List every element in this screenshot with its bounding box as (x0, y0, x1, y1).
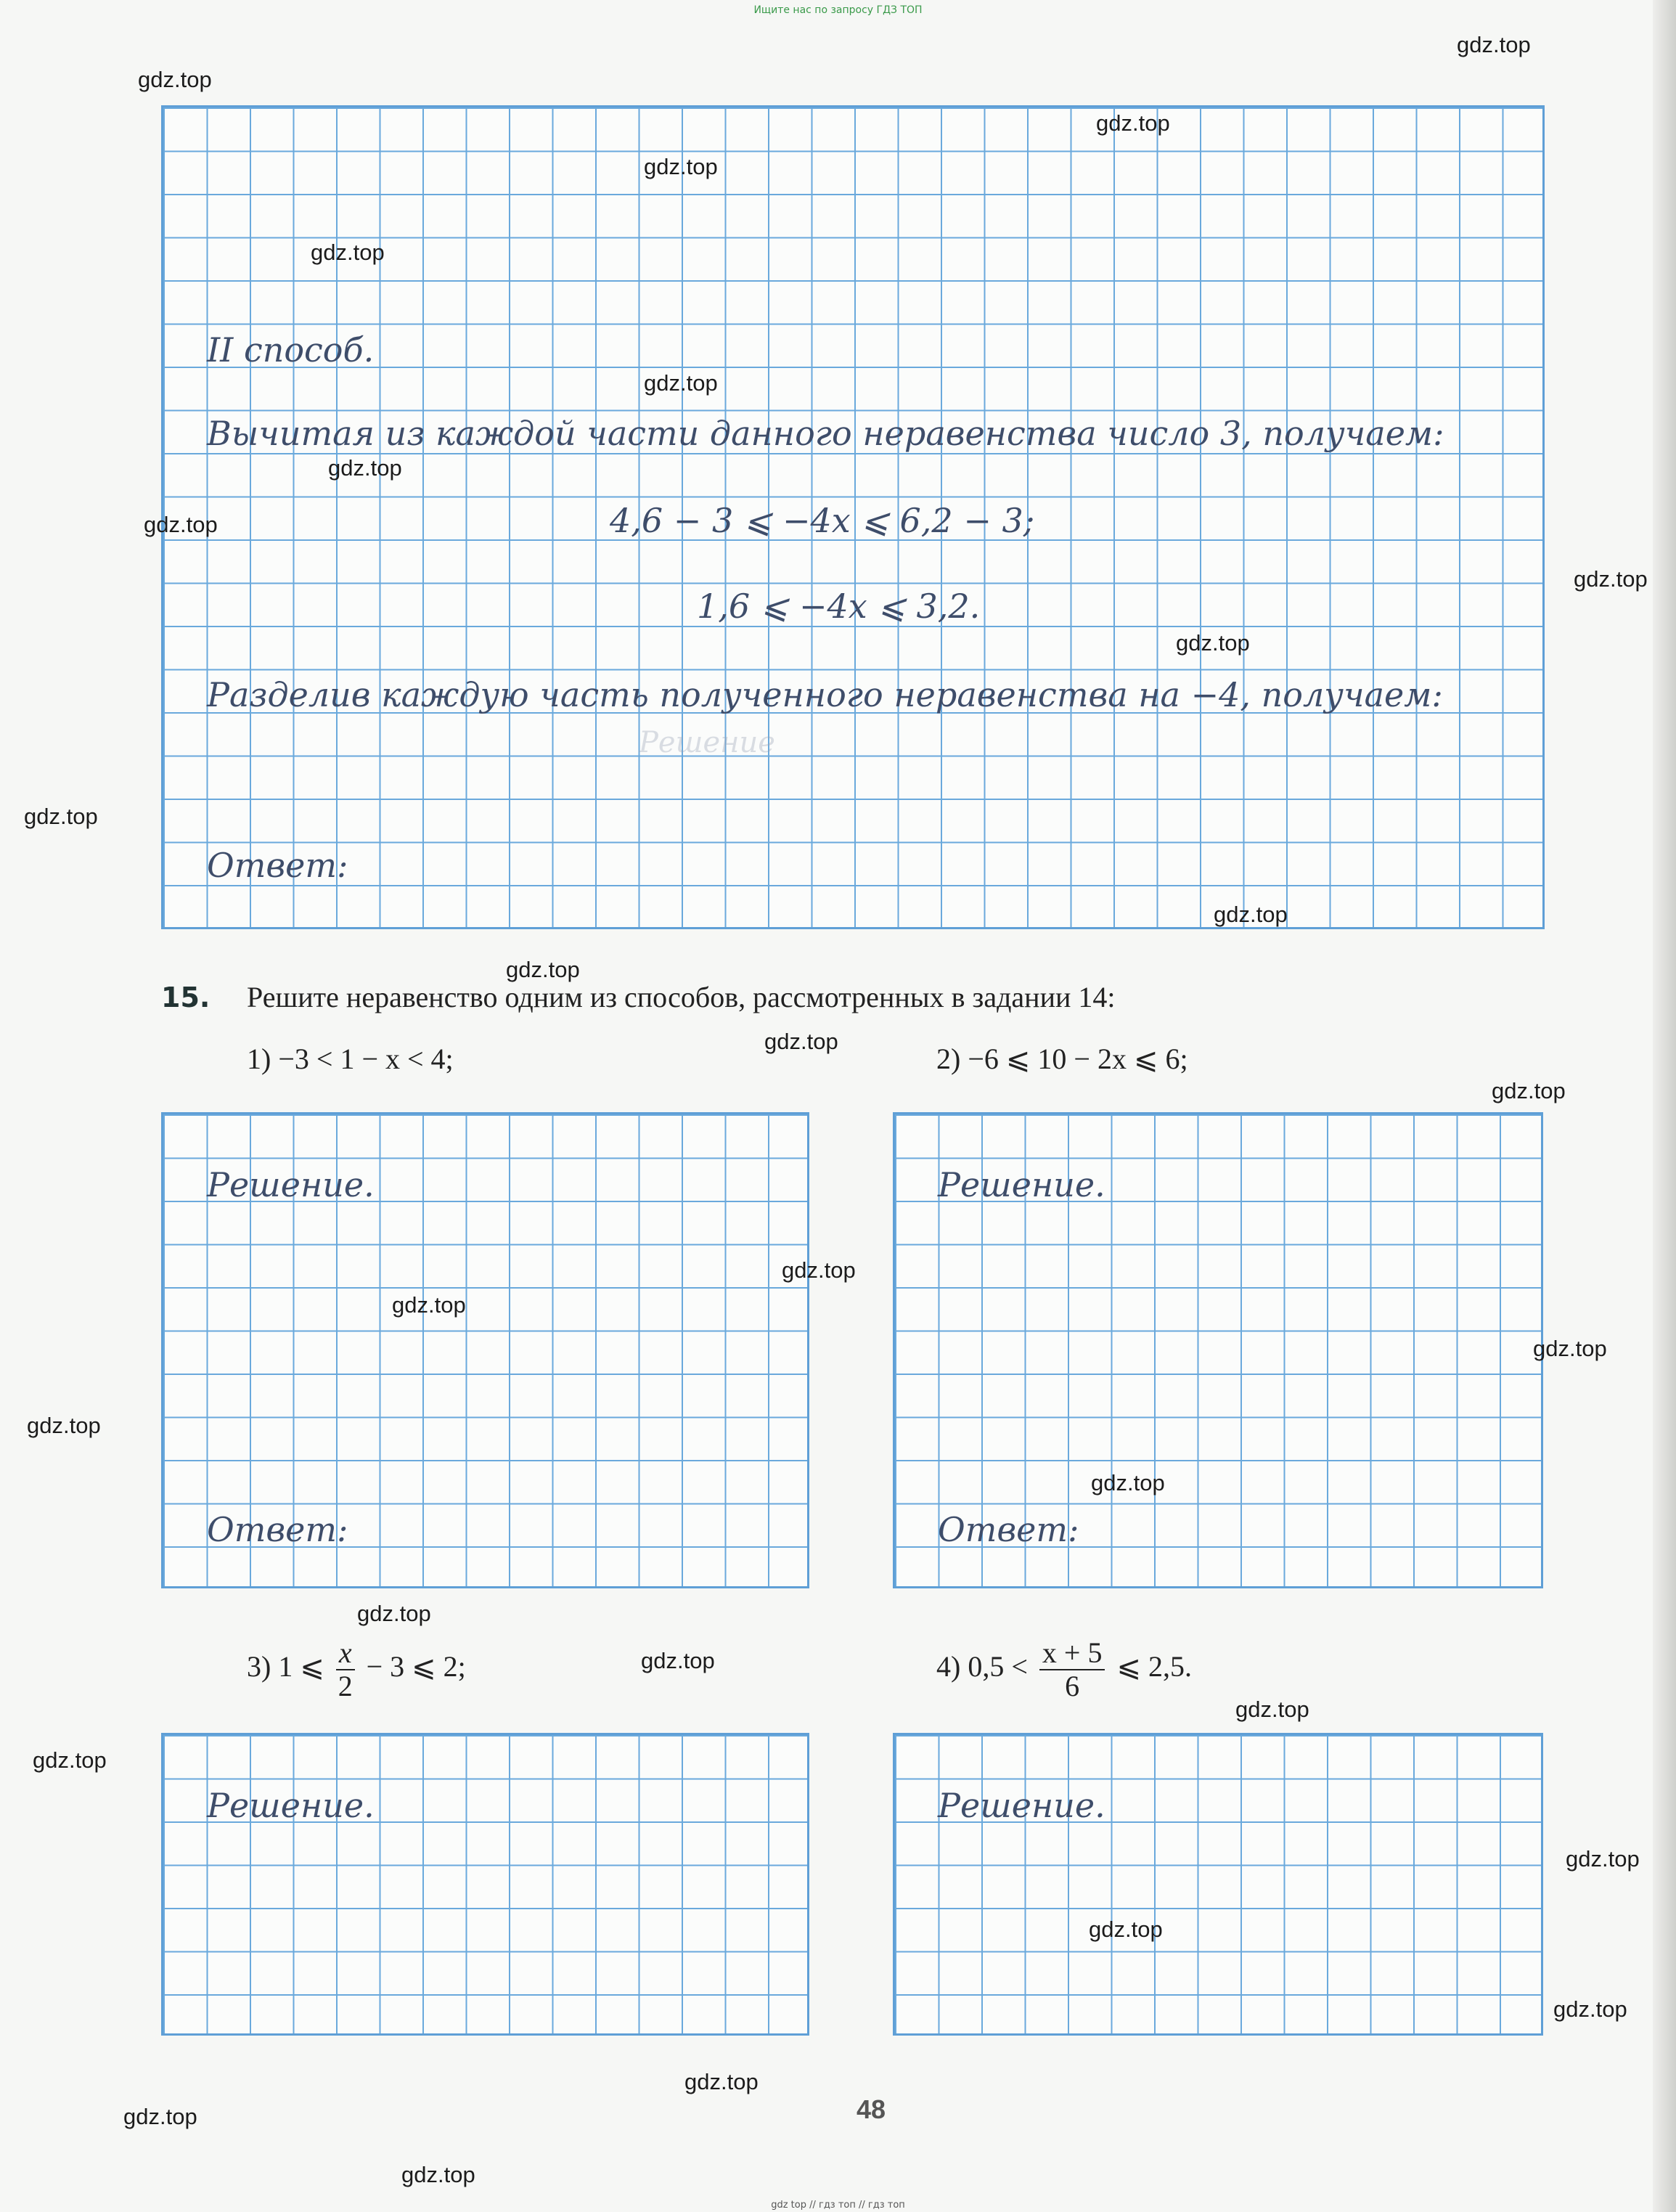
task-number: 15. (161, 981, 210, 1013)
grid-item-3 (161, 1733, 809, 2036)
item-2: 2) −6 ⩽ 10 − 2x ⩽ 6; (936, 1042, 1188, 1075)
watermark: gdz.top (1214, 902, 1288, 927)
grid-item-4 (893, 1733, 1543, 2036)
item-4-fraction (1039, 1637, 1105, 1702)
answer-label-1: Ответ: (207, 1510, 348, 1549)
footer-note: gdz top // гдз топ // гдз топ (771, 2200, 905, 2211)
watermark: gdz.top (357, 1601, 431, 1626)
watermark: gdz.top (33, 1747, 107, 1773)
watermark: gdz.top (1089, 1917, 1163, 1942)
watermark: gdz.top (764, 1029, 838, 1054)
item-4-prefix: 4) 0,5 < (936, 1650, 1035, 1684)
solution-label-2: Решение. (938, 1165, 1105, 1204)
watermark: gdz.top (123, 2104, 197, 2129)
item-4 (936, 1637, 1192, 1702)
watermark: gdz.top (1566, 1846, 1640, 1872)
bleed-through-text: Решение (639, 726, 775, 759)
item-1: 1) −3 < 1 − x < 4; (247, 1042, 454, 1075)
watermark: gdz.top (506, 957, 580, 982)
step-line-1: Вычитая из каждой части данного неравенства число 3, получаем: (207, 414, 1444, 453)
watermark: gdz.top (1574, 566, 1648, 592)
item-3-denominator: 2 (338, 1670, 353, 1702)
item-4-numerator: x + 5 (1039, 1637, 1105, 1670)
page-edge-shadow (1653, 0, 1676, 2212)
watermark: gdz.top (24, 804, 98, 829)
solution-label-3: Решение. (207, 1786, 375, 1825)
page-number: 48 (857, 2094, 886, 2124)
item-4-suffix: ⩽ 2,5. (1109, 1650, 1192, 1684)
item-3-prefix: 3) 1 ⩽ (247, 1650, 332, 1684)
watermark: gdz.top (1553, 1996, 1627, 2022)
watermark: gdz.top (311, 240, 385, 265)
watermark: gdz.top (782, 1257, 856, 1283)
watermark: gdz.top (328, 455, 402, 481)
watermark: gdz.top (1492, 1078, 1566, 1103)
item-3-numerator: x (336, 1637, 355, 1670)
solution-label-4: Решение. (938, 1786, 1105, 1825)
header-note: Ищите нас по запросу ГДЗ ТОП (753, 4, 923, 16)
watermark: gdz.top (1176, 630, 1250, 656)
watermark: gdz.top (644, 370, 718, 396)
watermark: gdz.top (644, 154, 718, 179)
solution-label-1: Решение. (207, 1165, 375, 1204)
watermark: gdz.top (1096, 110, 1170, 136)
equation-1: 4,6 − 3 ⩽ −4x ⩽ 6,2 − 3; (610, 501, 1035, 540)
watermark: gdz.top (144, 512, 218, 537)
item-4-denominator: 6 (1065, 1670, 1080, 1702)
watermark: gdz.top (641, 1648, 715, 1673)
watermark: gdz.top (1091, 1470, 1165, 1495)
answer-label-top: Ответ: (207, 846, 348, 885)
watermark: gdz.top (1235, 1697, 1309, 1722)
item-3 (247, 1637, 466, 1702)
watermark: gdz.top (401, 2162, 475, 2187)
watermark: gdz.top (1533, 1336, 1607, 1361)
item-3-fraction (336, 1637, 355, 1702)
method-label: II способ. (207, 330, 375, 370)
watermark: gdz.top (138, 67, 212, 92)
answer-label-2: Ответ: (938, 1510, 1079, 1549)
watermark: gdz.top (392, 1292, 466, 1318)
task-statement: Решите неравенство одним из способов, рассмотренных в задании 14: (247, 981, 1116, 1013)
watermark: gdz.top (1457, 32, 1531, 57)
item-3-suffix: − 3 ⩽ 2; (359, 1650, 466, 1684)
watermark: gdz.top (684, 2069, 759, 2094)
step-line-2: Разделив каждую часть полученного неравенства на −4, получаем: (207, 675, 1443, 714)
equation-2: 1,6 ⩽ −4x ⩽ 3,2. (697, 587, 981, 626)
watermark: gdz.top (27, 1413, 101, 1438)
